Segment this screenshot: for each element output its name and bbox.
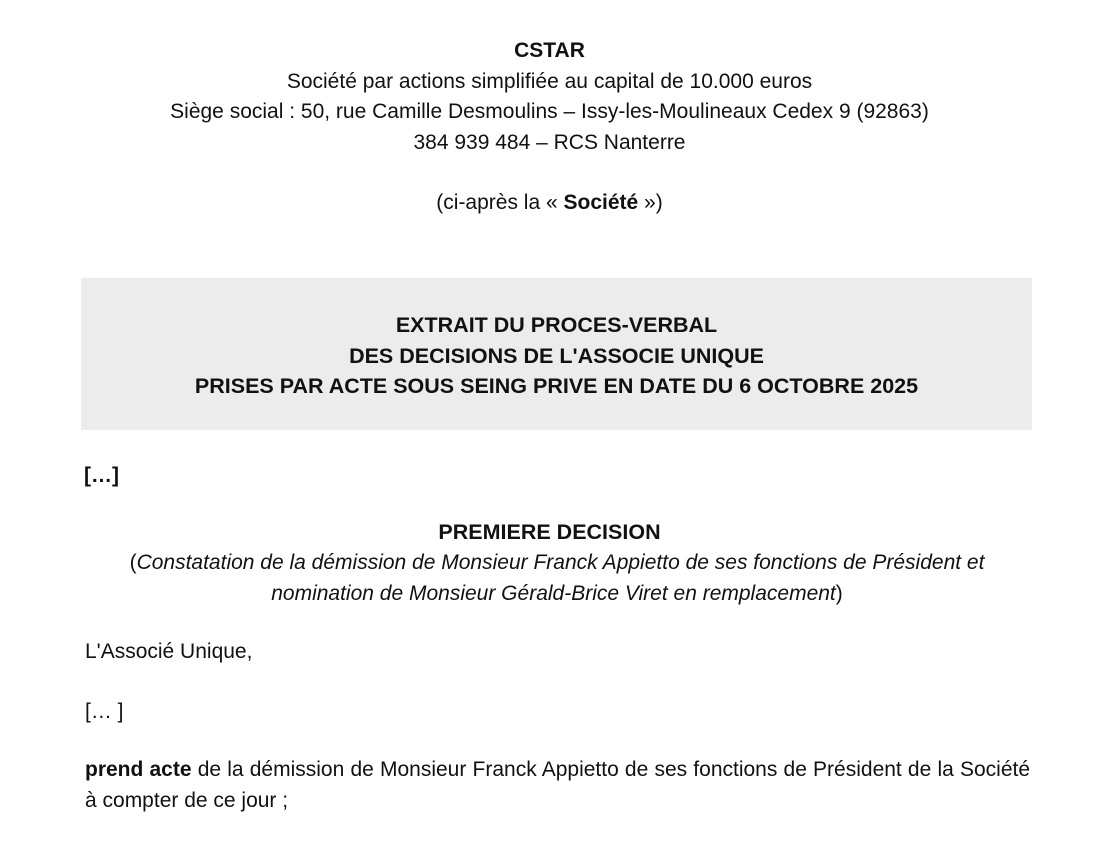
subtitle-line-1: Constatation de la démission de Monsieur Franck Appietto de ses fonctions de Président et <box>136 551 985 574</box>
legal-form: Société par actions simplifiée au capital de 10.000 euros <box>286 69 813 93</box>
elision-marker: [… ] <box>85 700 124 723</box>
hereafter-term: Société <box>563 191 639 214</box>
registration-number: 384 939 484 – RCS Nanterre <box>413 130 686 154</box>
hereafter-prefix: (ci-après la « <box>436 191 564 214</box>
prend-acte-bold: prend acte <box>85 758 192 781</box>
decision-subtitle <box>0 548 1099 609</box>
document-header <box>0 36 1099 158</box>
registered-office: Siège social : 50, rue Camille Desmoulins – Issy-les-Moulineaux Cedex 9 (92863) <box>170 100 929 123</box>
subtitle-close-paren: ) <box>835 581 843 605</box>
associe-unique-line: L'Associé Unique, <box>85 640 253 663</box>
elision-marker-bold: […] <box>84 464 119 487</box>
title-line-3: PRISES PAR ACTE SOUS SEING PRIVE EN DATE DU 6 OCTOBRE 2025 <box>194 374 919 398</box>
title-line-1: EXTRAIT DU PROCES-VERBAL <box>395 313 718 337</box>
minutes-title-box <box>81 278 1032 430</box>
subtitle-line-2: nomination de Monsieur Gérald-Brice Viret en remplacement <box>271 581 836 605</box>
hereafter-clause <box>0 188 1099 218</box>
company-name: CSTAR <box>514 39 585 62</box>
prend-acte-paragraph <box>85 755 1030 816</box>
subtitle-open-paren: ( <box>129 551 137 574</box>
title-line-2: DES DECISIONS DE L'ASSOCIE UNIQUE <box>349 343 764 368</box>
prend-acte-text: de la démission de Monsieur Franck Appietto de ses fonctions de Président de la Société à compter de ce jour ; <box>85 758 1031 812</box>
hereafter-suffix: ») <box>638 191 663 214</box>
decision-title: PREMIERE DECISION <box>438 520 661 544</box>
